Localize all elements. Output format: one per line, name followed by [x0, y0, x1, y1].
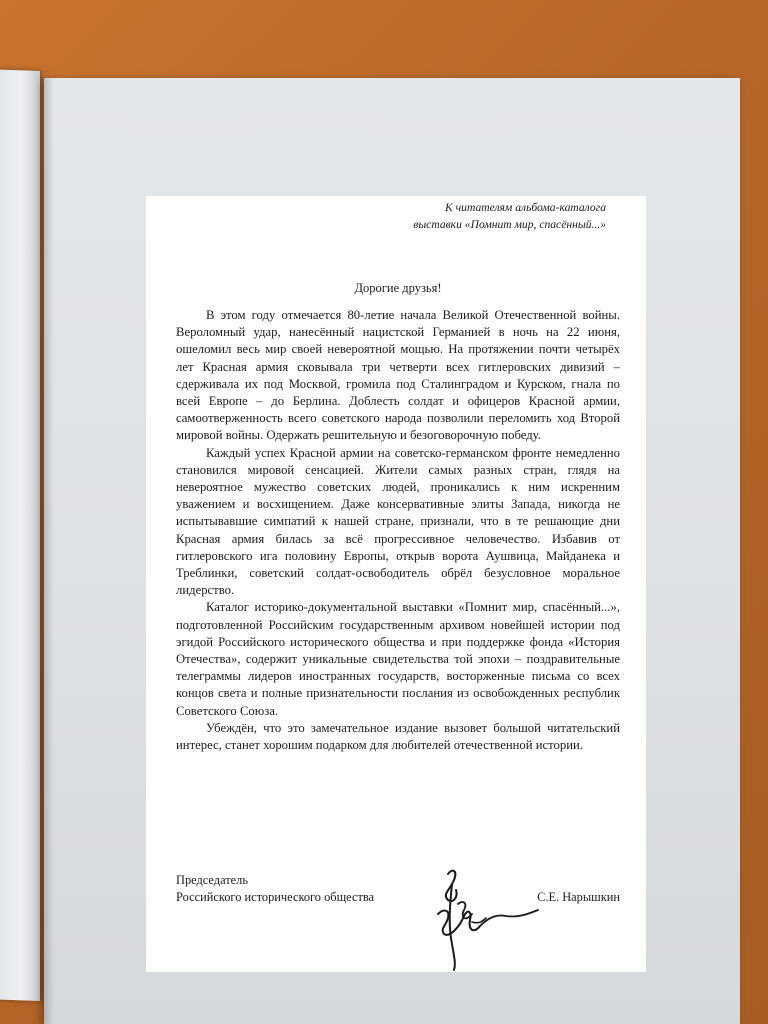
paragraph-2: Каждый успех Красной армии на советско-германском фронте немедленно становился мировой сенсацией. Жители самых разных стран, глядя на невероятное мужество советских людей, проникались к ним искренним уважением и восхищением. Даже консервативные элиты Запада, никогда не испытывавшие симпатий к нашей стране, признали, что в те решающие дни Красная армия билась за всё прогрессивное человечество. Избавив от гитлеровского ига половину Европы, открыв ворота Аушвица, Майданека и Треблинки, советский солдат-освободитель обрёл безусловное моральное лидерство.: [176, 445, 620, 598]
letter-body: [176, 206, 620, 754]
paragraph-4: Убеждён, что это замечательное издание вызовет большой читательский интерес, станет хорошим подарком для любителей отечественной истории.: [176, 720, 620, 753]
signer-name: С.Е. Нарышкин: [537, 890, 620, 904]
salutation: Дорогие друзья!: [354, 281, 442, 295]
signer-title: [176, 872, 374, 906]
dedication-line-1: К читателям альбома-каталога: [445, 201, 606, 214]
dedication: [246, 199, 606, 233]
paragraph-3: Каталог историко-документальной выставки «Помнит мир, спасённый...», подготовленной Российским государственным архивом новейшей истории под эгидой Российского исторического общества и при поддержке фонда «История Отечества», содержит уникальные свидетельства той эпохи – поздравительные телеграммы лидеров иностранных государств, восторженные письма со всех концов света и полные признательности послания из освобожденных республик Советского Союза.: [176, 600, 620, 718]
album-page: [44, 78, 740, 1024]
signer-title-line-2: Российского исторического общества: [176, 890, 375, 904]
letter-sheet: [146, 196, 646, 972]
handwritten-signature: [428, 864, 548, 974]
previous-page-edge: [0, 69, 40, 1001]
paragraph-1: В этом году отмечается 80-летие начала Великой Отечественной войны. Вероломный удар, нанесённый нацистской Германией в ночь на 22 июня, ошеломил весь мир своей невероятной мощью. На протяжении почти четырёх лет Красная армия сковывала три четверти всех гитлеровских дивизий – сдерживала их под Москвой, громила под Сталинградом и Курском, гнала по всей Европе – до Берлина. Доблесть солдат и офицеров Красной армии, самоотверженность всего советского народа позволили переломить ход Второй мировой войны. Одержать решительную и безоговорочную победу.: [176, 308, 620, 443]
signature-block: [176, 872, 620, 982]
dedication-line-2: выставки «Помнит мир, спасённый...»: [413, 218, 606, 231]
signer-title-line-1: Председатель: [176, 873, 249, 887]
